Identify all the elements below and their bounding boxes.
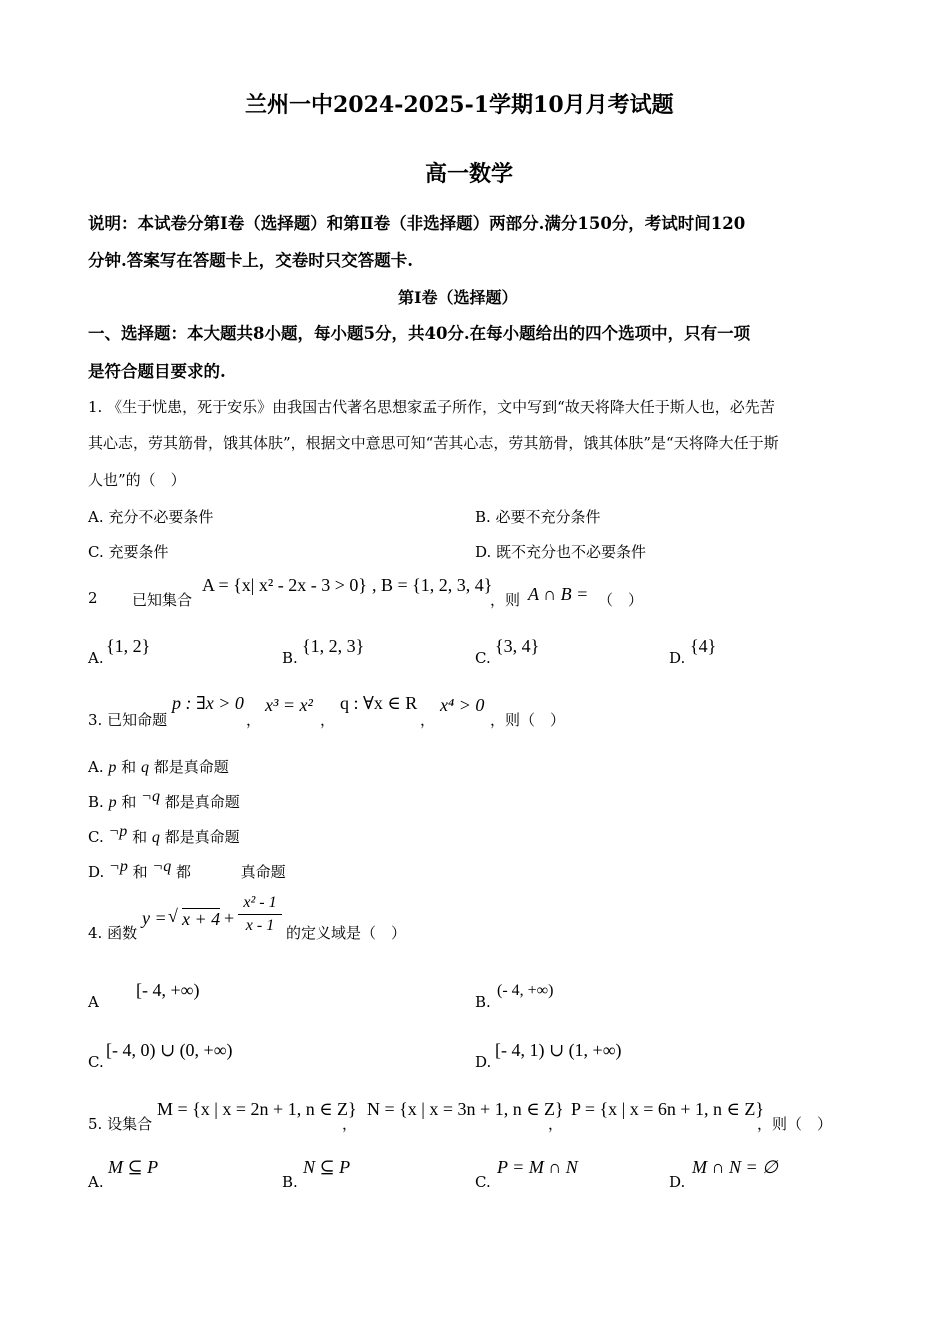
q4-option-b: (- 4, +∞) — [497, 982, 554, 999]
q1-line1: 1. 《生于忧患，死于安乐》由我国古代著名思想家孟子所作，文中写到“故天将降大任于斯人也，必先苦 — [88, 398, 775, 416]
q4-y: y = — [142, 908, 167, 928]
q3-p-expr: x³ = x² — [265, 695, 313, 715]
q2-option-d: {4} — [690, 636, 717, 656]
q3-option-d — [88, 858, 286, 882]
q3-b-label: B. — [88, 793, 104, 811]
q3-c-end: 都是真命题 — [164, 828, 240, 846]
q3-comma1: ， — [246, 711, 262, 729]
q3-b-and: 和 — [121, 793, 137, 811]
q3-q: q : ∀x ∈ R — [340, 693, 418, 713]
q2-ask: A ∩ B = — [528, 584, 589, 604]
instructions-line2: 分钟.答案写在答题卡上，交卷时只交答题卡. — [88, 251, 413, 270]
q4-tail: 的定义域是（ ） — [286, 924, 407, 942]
q1-line3: 人也”的（ ） — [88, 471, 186, 489]
q5-set-p: P = {x | x = 6n + 1, n ∈ Z} — [571, 1099, 764, 1119]
q4-sqrt-sign: √ — [168, 906, 178, 926]
q3-option-b — [88, 788, 240, 812]
q1-option-c: C. 充要条件 — [88, 543, 169, 561]
section-line1: 一、选择题：本大题共8小题，每小题5分，共40分.在每小题给出的四个选项中，只有一项 — [88, 324, 751, 343]
q3-d-end2: 真命题 — [240, 863, 286, 881]
q5-lead: 5. 设集合 — [88, 1115, 153, 1133]
q3-option-c — [88, 823, 240, 847]
q1-option-a: A. 充分不必要条件 — [88, 508, 214, 526]
q3-b-var1: p — [108, 794, 117, 811]
q4-lead: 4. 函数 — [88, 924, 138, 942]
q2-option-b-label: B. — [282, 649, 298, 667]
q4-fraction — [238, 894, 282, 935]
q2-option-b: {1, 2, 3} — [302, 636, 365, 656]
exam-title: 兰州一中2024-2025-1学期10月月考试题 — [245, 92, 674, 118]
q3-d-var2: ¬q — [152, 858, 172, 875]
q5-set-n: N = {x | x = 3n + 1, n ∈ Z} — [367, 1099, 564, 1119]
q3-lead: 3. 已知命题 — [88, 711, 168, 729]
q5-comma1: ， — [342, 1115, 358, 1133]
q2-option-a: {1, 2} — [106, 636, 151, 656]
q1-option-b: B. 必要不充分条件 — [475, 508, 601, 526]
q4-option-c-label: C. — [88, 1053, 104, 1071]
q3-d-and: 和 — [132, 863, 148, 881]
q3-comma3: ， — [420, 711, 436, 729]
part-title: 第Ⅰ卷（选择题） — [398, 288, 518, 307]
q3-d-end1: 都 — [176, 863, 192, 881]
q5-option-d-label: D. — [669, 1173, 686, 1191]
q4-option-d: [- 4, 1) ∪ (1, +∞) — [495, 1040, 622, 1060]
q3-a-label: A. — [88, 758, 104, 776]
q3-d-var1: ¬p — [109, 858, 128, 875]
q5-option-a: M ⊆ P — [108, 1157, 159, 1177]
q5-set-m: M = {x | x = 2n + 1, n ∈ Z} — [157, 1099, 357, 1119]
q3-c-label: C. — [88, 828, 104, 846]
q3-c-and: 和 — [132, 828, 148, 846]
q3-b-end: 都是真命题 — [164, 793, 240, 811]
q3-b-var2: ¬q — [141, 788, 160, 805]
q3-tail: ，则（ ） — [490, 711, 566, 729]
q4-option-d-label: D. — [475, 1053, 492, 1071]
q4-option-a-label: A — [88, 993, 99, 1011]
q2-set-a: A = {x| x² - 2x - 3 > 0} — [202, 575, 368, 595]
q2-lead: 已知集合 — [132, 591, 193, 609]
q5-option-a-label: A. — [88, 1173, 104, 1191]
q1-line2: 其心志，劳其筋骨，饿其体肤”，根据文中意思可知“苦其心志，劳其筋骨，饿其体肤”是“天将降大任于斯 — [88, 434, 779, 452]
q5-comma2: ， — [548, 1115, 564, 1133]
q3-option-a — [88, 756, 229, 777]
q4-option-a: [- 4, +∞) — [136, 980, 200, 1000]
q3-d-label: D. — [88, 863, 105, 881]
q2-paren: （ ） — [598, 591, 644, 609]
q2-option-c: {3, 4} — [495, 636, 540, 656]
q2-set-b: , B = {1, 2, 3, 4} — [372, 575, 493, 595]
q3-c-var1: ¬p — [108, 823, 128, 840]
q3-a-var1: p — [108, 759, 117, 776]
q3-a-end: 都是真命题 — [153, 758, 229, 776]
q2-option-d-label: D. — [669, 649, 686, 667]
q4-option-c: [- 4, 0) ∪ (0, +∞) — [106, 1040, 233, 1060]
q4-numerator: x² - 1 — [243, 894, 277, 911]
q5-option-c: P = M ∩ N — [497, 1157, 578, 1177]
q5-option-b-label: B. — [282, 1173, 298, 1191]
q3-a-var2: q — [140, 759, 149, 776]
q1-option-d: D. 既不充分也不必要条件 — [475, 543, 647, 561]
q3-comma2: ， — [320, 711, 336, 729]
q2-number: 2 — [88, 589, 98, 607]
subject-title: 高一数学 — [425, 161, 514, 187]
section-line2: 是符合题目要求的. — [88, 362, 226, 381]
q2-option-c-label: C. — [475, 649, 491, 667]
q3-q-expr: x⁴ > 0 — [440, 695, 485, 715]
instructions-line1: 说明：本试卷分第Ⅰ卷（选择题）和第Ⅱ卷（非选择题）两部分.满分150分，考试时间120 — [88, 214, 746, 233]
q4-fraction-bar — [238, 914, 282, 915]
q2-option-a-label: A. — [88, 649, 104, 667]
q2-tail: ，则 — [490, 591, 521, 609]
q5-option-c-label: C. — [475, 1173, 491, 1191]
q3-a-and: 和 — [121, 758, 137, 776]
q4-option-b-label: B. — [475, 993, 491, 1011]
q4-denominator: x - 1 — [245, 917, 275, 934]
q3-p: p : ∃x > 0 — [172, 693, 244, 713]
q4-sqrt-body: x + 4 — [182, 909, 221, 929]
q4-plus: + — [224, 908, 235, 928]
q5-tail: ，则（ ） — [757, 1115, 833, 1133]
q3-c-var2: q — [151, 829, 160, 846]
q5-option-b: N ⊆ P — [303, 1157, 351, 1177]
q5-option-d: M ∩ N = ∅ — [692, 1157, 778, 1177]
